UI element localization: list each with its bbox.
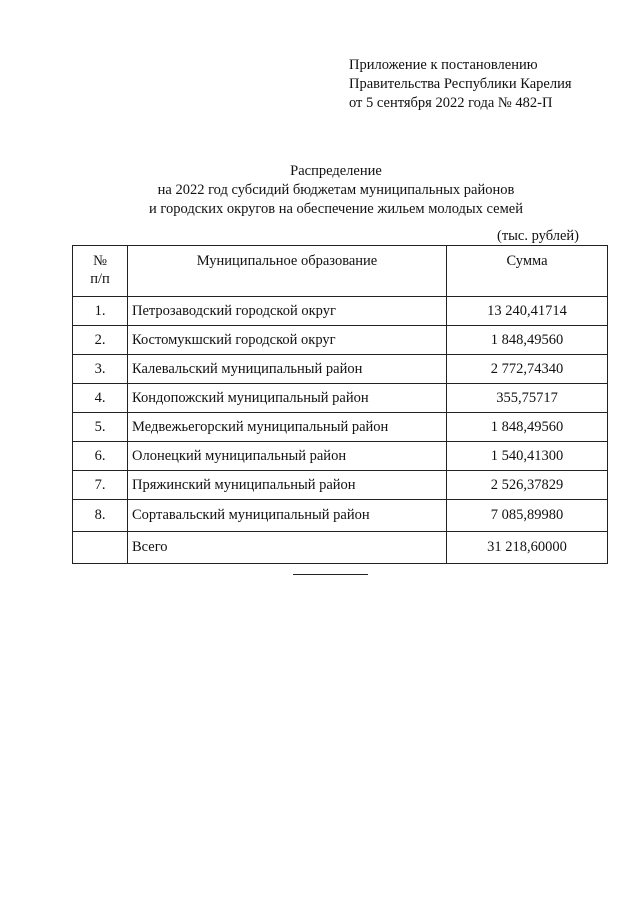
appendix-header bbox=[349, 56, 572, 113]
row-number: 4. bbox=[73, 384, 128, 413]
header-municipality: Муниципальное образование bbox=[128, 246, 447, 297]
row-municipality: Олонецкий муниципальный район bbox=[128, 442, 447, 471]
total-label: Всего bbox=[128, 532, 447, 564]
row-number: 1. bbox=[73, 297, 128, 326]
row-number: 7. bbox=[73, 471, 128, 500]
title-line: Распределение bbox=[290, 163, 382, 179]
table-row bbox=[73, 384, 608, 413]
table-row bbox=[73, 355, 608, 384]
row-municipality: Медвежьегорский муниципальный район bbox=[128, 413, 447, 442]
table-row bbox=[73, 442, 608, 471]
row-sum: 1 848,49560 bbox=[447, 326, 608, 355]
row-number: 6. bbox=[73, 442, 128, 471]
total-number bbox=[73, 532, 128, 564]
row-number: 5. bbox=[73, 413, 128, 442]
table-row bbox=[73, 297, 608, 326]
row-sum: 355,75717 bbox=[447, 384, 608, 413]
units-label: (тыс. рублей) bbox=[497, 228, 579, 244]
table-header-row bbox=[73, 246, 608, 297]
row-number: 3. bbox=[73, 355, 128, 384]
header-number-line2: п/п bbox=[90, 271, 110, 287]
table-row bbox=[73, 326, 608, 355]
row-sum: 7 085,89980 bbox=[447, 500, 608, 532]
row-sum: 2 526,37829 bbox=[447, 471, 608, 500]
row-sum: 1 848,49560 bbox=[447, 413, 608, 442]
row-municipality: Пряжинский муниципальный район bbox=[128, 471, 447, 500]
row-municipality: Петрозаводский городской округ bbox=[128, 297, 447, 326]
appendix-line: Приложение к постановлению bbox=[349, 57, 538, 73]
row-municipality: Костомукшский городской округ bbox=[128, 326, 447, 355]
row-sum: 1 540,41300 bbox=[447, 442, 608, 471]
row-number: 8. bbox=[73, 500, 128, 532]
row-municipality: Калевальский муниципальный район bbox=[128, 355, 447, 384]
title-line: и городских округов на обеспечение жильем молодых семей bbox=[149, 201, 523, 217]
row-sum: 2 772,74340 bbox=[447, 355, 608, 384]
table-row bbox=[73, 500, 608, 532]
distribution-table bbox=[72, 245, 608, 564]
header-sum: Сумма bbox=[447, 246, 608, 297]
table-row bbox=[73, 471, 608, 500]
row-municipality: Сортавальский муниципальный район bbox=[128, 500, 447, 532]
document-title bbox=[0, 162, 640, 219]
row-municipality: Кондопожский муниципальный район bbox=[128, 384, 447, 413]
appendix-line: от 5 сентября 2022 года № 482-П bbox=[349, 95, 553, 111]
total-sum: 31 218,60000 bbox=[447, 532, 608, 564]
appendix-line: Правительства Республики Карелия bbox=[349, 76, 572, 92]
table-row bbox=[73, 413, 608, 442]
table-total-row bbox=[73, 532, 608, 564]
row-number: 2. bbox=[73, 326, 128, 355]
row-sum: 13 240,41714 bbox=[447, 297, 608, 326]
header-number bbox=[73, 246, 128, 297]
title-line: на 2022 год субсидий бюджетам муниципальных районов bbox=[157, 182, 515, 198]
header-number-line1: № bbox=[93, 253, 107, 269]
closing-rule bbox=[293, 574, 368, 575]
